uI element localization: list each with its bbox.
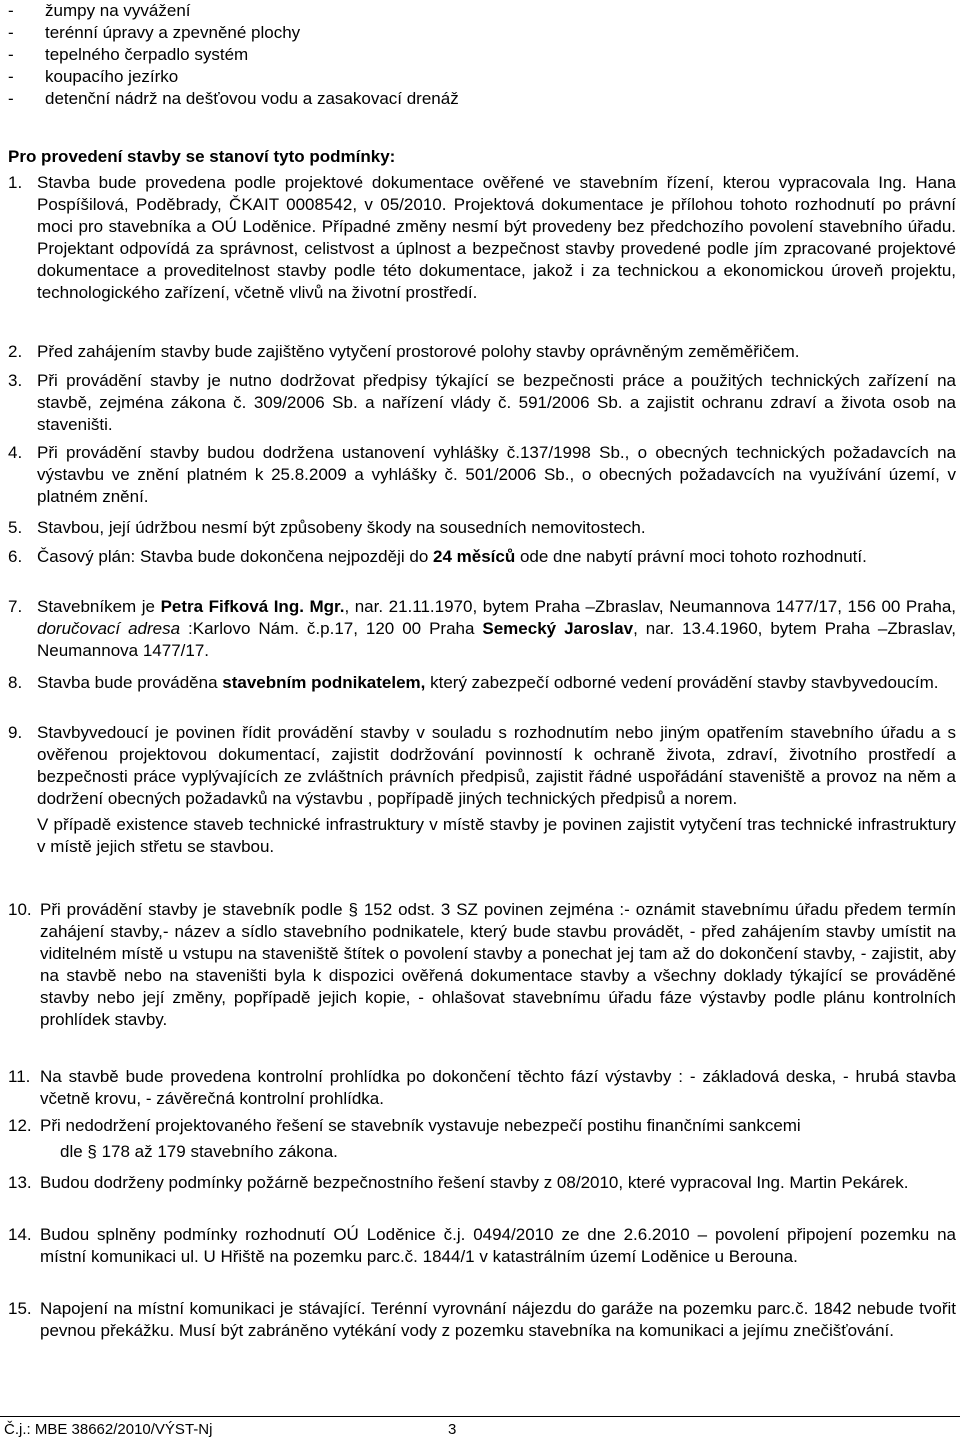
text-run: Časový plán: Stavba bude dokončena nejpozději do [37, 547, 434, 566]
text-run: Stavba bude prováděna [37, 673, 223, 692]
item-text [40, 1298, 956, 1342]
item-text [40, 1066, 956, 1110]
item-text [37, 442, 956, 508]
item-number: 6. [8, 547, 23, 566]
list-item [8, 44, 908, 66]
item-paragraph: Stavba bude provedena podle projektové dokumentace ověřené ve stavebním řízení, kterou vypracovala Ing. Hana Pospíšilová, Poděbrady, ČKAIT 0008542, v 05/2010. Projektová dokumentace je přílohou tohoto rozhodnutí po právní moci pro stavebníka a OÚ Loděnice. Případné změny nesmí být provedeny bez předchozího povolení stavebního úřadu. Projektant odpovídá za správnost, celistvost a úplnost a bezpečnost stavby provedené podle jím zpracované projektové dokumentace a proveditelnost stavby podle této dokumentace, jakož i za technickou a ekonomickou úroveň projektu, technologického zařízení, včetně vlivů na životní prostředí. [37, 173, 956, 302]
item-number: 4. [8, 443, 23, 462]
conditions-heading: Pro provedení stavby se stanoví tyto podmínky: [8, 147, 396, 166]
item-number: 9. [8, 723, 23, 742]
item-paragraph [37, 546, 956, 568]
item-text [37, 341, 956, 363]
case-reference: Č.j.: MBE 38662/2010/VÝST-Nj [4, 1421, 213, 1438]
item-text [37, 517, 956, 539]
text-run: ode dne nabytí právní moci tohoto rozhodnutí. [515, 547, 867, 566]
item-text [37, 172, 956, 304]
text-run: , nar. 21.11.1970, bytem Praha –Zbraslav, Neumannova 1477/17, 156 00 Praha, [344, 597, 956, 616]
item-number: 15. [8, 1299, 32, 1318]
item-paragraph: Napojení na místní komunikaci je stávající. Terénní vyrovnání nájezdu do garáže na pozemku parc.č. 1842 nebude tvořit pevnou překážku. Musí být zabráněno vytékání vody z pozemku stavebníka na komunikaci a jejímu znečišťování. [40, 1299, 956, 1340]
item-text [37, 370, 956, 436]
item-text [37, 546, 956, 568]
item-text [40, 1115, 956, 1163]
item-paragraph: Při provádění stavby je nutno dodržovat předpisy týkající se bezpečnosti práce a použitých technických zařízení na stavbě, zejména zákona č. 309/2006 Sb. a nařízení vlády č. 591/2006 Sb. a zajistit ochranu zdraví a života osob na staveništi. [37, 371, 956, 434]
item-paragraph [37, 672, 956, 694]
item-paragraph: Při nedodržení projektovaného řešení se stavebník vystavuje nebezpečí postihu finančními sankcemi [40, 1116, 801, 1135]
item-paragraph: Budou splněny podmínky rozhodnutí OÚ Loděnice č.j. 0494/2010 ze dne 2.6.2010 – povolení připojení pozemku na místní komunikaci ul. U Hřiště na pozemku parc.č. 1844/1 v katastrálním území Loděnice u Berouna. [40, 1225, 956, 1266]
item-paragraph [37, 596, 956, 662]
list-item [8, 0, 908, 22]
list-item-text: koupacího jezírko [45, 67, 179, 86]
item-number: 8. [8, 673, 23, 692]
list-item [8, 88, 908, 110]
dash-marker: - [8, 45, 14, 64]
item-paragraph: Na stavbě bude provedena kontrolní prohlídka po dokončení těchto fází výstavby : - základová deska, - hrubá stavba včetně krovu, - závěrečná kontrolní prohlídka. [40, 1067, 956, 1108]
item-number: 12. [8, 1116, 32, 1135]
list-item-text: terénní úpravy a zpevněné plochy [45, 23, 301, 42]
text-run: , nar. 13.4.1960, bytem Praha –Zbraslav, Neumannova 1477/17. [37, 619, 956, 660]
item-paragraph: V případě existence staveb technické infrastruktury v místě stavby je povinen zajistit vytyčení tras technické infrastruktury v místě jejich střetu se stavbou. [37, 815, 956, 856]
item-paragraph: Před zahájením stavby bude zajištěno vytyčení prostorové polohy stavby oprávněným zeměměřičem. [37, 342, 800, 361]
list-item [8, 22, 908, 44]
item-number: 14. [8, 1225, 32, 1244]
dash-marker: - [8, 23, 14, 42]
dash-marker: - [8, 67, 14, 86]
second-builder-name-bold: Semecký Jaroslav [482, 619, 634, 638]
item-number: 5. [8, 518, 23, 537]
item-paragraph: Stavbyvedoucí je povinen řídit provádění stavby v souladu s rozhodnutím nebo jiným opatřením stavebního úřadu a s ověřenou projektovou dokumentací, zajistit dodržování povinností k ochraně života, zdraví, životního prostředí a bezpečnosti práce vyplývajících ze zvláštních právních předpisů, zajistit řádné uspořádání staveniště a provoz na něm a dodržení obecných požadavků na výstavbu , popřípadě jiných technických předpisů a norem. [37, 723, 956, 808]
item-text [37, 596, 956, 662]
dash-marker: - [8, 89, 14, 108]
item-number: 10. [8, 900, 32, 919]
text-run: Stavebníkem je [37, 597, 161, 616]
contractor-bold: stavebním podnikatelem, [222, 673, 426, 692]
dash-marker: - [8, 1, 14, 20]
builder-name-bold: Petra Fifková Ing. Mgr. [160, 597, 345, 616]
list-item-text: žumpy na vyvážení [45, 1, 191, 20]
item-number: 7. [8, 597, 23, 616]
item-number: 3. [8, 371, 23, 390]
item-number: 2. [8, 342, 23, 361]
text-run: :Karlovo Nám. č.p.17, 120 00 Praha [180, 619, 483, 638]
page-number: 3 [448, 1421, 457, 1438]
delivery-address-label: doručovací adresa [37, 619, 181, 638]
list-item-text: tepelného čerpadlo systém [45, 45, 249, 64]
item-text [37, 722, 956, 858]
item-number: 1. [8, 173, 23, 192]
item-text [40, 899, 956, 1031]
construction-components-list [8, 0, 908, 110]
item-paragraph: dle § 178 až 179 stavebního zákona. [60, 1142, 338, 1161]
item-paragraph: Při provádění stavby budou dodržena ustanovení vyhlášky č.137/1998 Sb., o obecných technických požadavcích na výstavbu ve znění platném k 25.8.2009 a vyhlášky č. 501/2006 Sb., o obecných požadavcích na využívání území, v platném znění. [37, 443, 956, 506]
item-number: 11. [8, 1067, 31, 1086]
deadline-bold: 24 měsíců [433, 547, 516, 566]
item-number: 13. [8, 1173, 32, 1192]
item-paragraph: Stavbou, její údržbou nesmí být způsobeny škody na sousedních nemovitostech. [37, 518, 646, 537]
item-paragraph: Budou dodrženy podmínky požárně bezpečnostního řešení stavby z 08/2010, které vypracoval Ing. Martin Pekárek. [40, 1173, 909, 1192]
list-item [8, 66, 908, 88]
item-paragraph: Při provádění stavby je stavebník podle § 152 odst. 3 SZ povinen zejména :- oznámit stavebnímu úřadu předem termín zahájení stavby,- název a sídlo stavebního podnikatele, který bude stavbu provádět, - před zahájením stavby umístit na viditelném místě u vstupu na staveniště štítek o povolení stavby a ponechat jej tam až do dokončení stavby, - zajistit, aby na stavbě nebo na staveništi byla k dispozici ověřená dokumentace stavby a všechny doklady týkající se prováděné stavby nebo její změny, popřípadě jejich kopie, - ohlašovat stavebnímu úřadu fáze výstavby podle plánu kontrolních prohlídek stavby. [40, 900, 956, 1029]
item-text [37, 672, 956, 694]
footer-divider [0, 1416, 960, 1417]
list-item-text: detenční nádrž na dešťovou vodu a zasakovací drenáž [45, 89, 459, 108]
item-text [40, 1224, 956, 1268]
item-text [40, 1172, 956, 1194]
text-run: který zabezpečí odborné vedení provádění stavby stavbyvedoucím. [425, 673, 939, 692]
